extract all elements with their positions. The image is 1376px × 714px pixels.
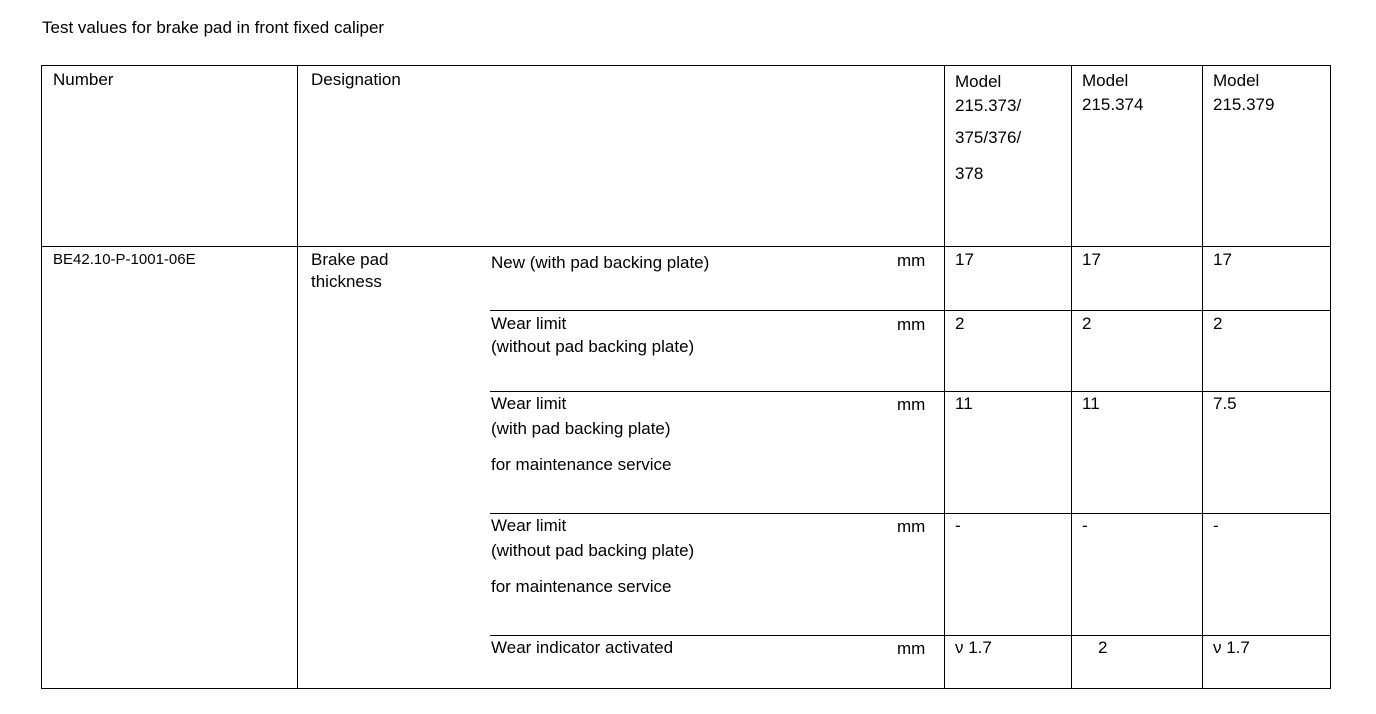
unit-label: mm xyxy=(897,251,926,270)
page-title: Test values for brake pad in front fixed caliper xyxy=(42,18,385,37)
subrow-label: Wear limit xyxy=(491,516,567,535)
row-number: BE42.10-P-1001-06E xyxy=(53,251,196,268)
header-model-2-line: Model xyxy=(1082,71,1129,90)
header-model-3-line: 215.379 xyxy=(1213,95,1275,114)
value-cell: 2 xyxy=(955,314,965,333)
value-cell: - xyxy=(955,516,961,535)
value-cell: - xyxy=(1082,516,1088,535)
unit-label: mm xyxy=(897,639,926,658)
designation-line: thickness xyxy=(311,272,382,291)
subrow-label: (without pad backing plate) xyxy=(491,337,695,356)
value-cell: 11 xyxy=(955,394,973,413)
header-divider xyxy=(42,246,1330,247)
subrow-label: for maintenance service xyxy=(491,455,672,474)
unit-label: mm xyxy=(897,395,926,414)
subrow-label: New (with pad backing plate) xyxy=(491,253,710,272)
value-cell: ν 1.7 xyxy=(955,638,992,657)
value-cell: 11 xyxy=(1082,394,1100,413)
value-cell: 2 xyxy=(1082,314,1092,333)
header-model-1 xyxy=(955,69,1021,187)
row-divider xyxy=(490,513,1330,514)
row-divider xyxy=(490,391,1330,392)
column-divider xyxy=(297,66,298,688)
column-divider xyxy=(1202,66,1203,688)
unit-label: mm xyxy=(897,517,926,536)
subrow-label: for maintenance service xyxy=(491,577,672,596)
header-model-3 xyxy=(1213,69,1274,117)
row-divider xyxy=(490,635,1330,636)
test-values-table xyxy=(41,65,1331,689)
subrow-label: (without pad backing plate) xyxy=(491,541,695,560)
value-cell: - xyxy=(1213,516,1219,535)
value-cell: ν 1.7 xyxy=(1213,638,1250,657)
header-model-1-line: 375/376/ xyxy=(955,128,1022,147)
header-designation: Designation xyxy=(311,70,401,89)
value-cell: 17 xyxy=(955,250,974,269)
subrow-label: Wear limit xyxy=(491,394,567,413)
header-model-2-line: 215.374 xyxy=(1082,95,1144,114)
unit-label: mm xyxy=(897,315,926,334)
row-divider xyxy=(490,310,1330,311)
column-divider xyxy=(1071,66,1072,688)
header-model-3-line: Model xyxy=(1213,71,1260,90)
header-model-1-line: Model xyxy=(955,72,1002,91)
value-cell: 2 xyxy=(1213,314,1223,333)
subrow-label: (with pad backing plate) xyxy=(491,419,671,438)
header-model-1-line: 378 xyxy=(955,164,984,183)
value-cell: 2 xyxy=(1098,638,1108,657)
header-number: Number xyxy=(53,70,114,89)
value-cell: 17 xyxy=(1213,250,1232,269)
value-cell: 17 xyxy=(1082,250,1101,269)
header-model-2 xyxy=(1082,69,1143,117)
subrow-label: Wear indicator activated xyxy=(491,638,674,657)
header-model-1-line: 215.373/ xyxy=(955,96,1022,115)
value-cell: 7.5 xyxy=(1213,394,1237,413)
subrow-label: Wear limit xyxy=(491,314,567,333)
designation-line: Brake pad xyxy=(311,250,389,269)
column-divider xyxy=(944,66,945,688)
